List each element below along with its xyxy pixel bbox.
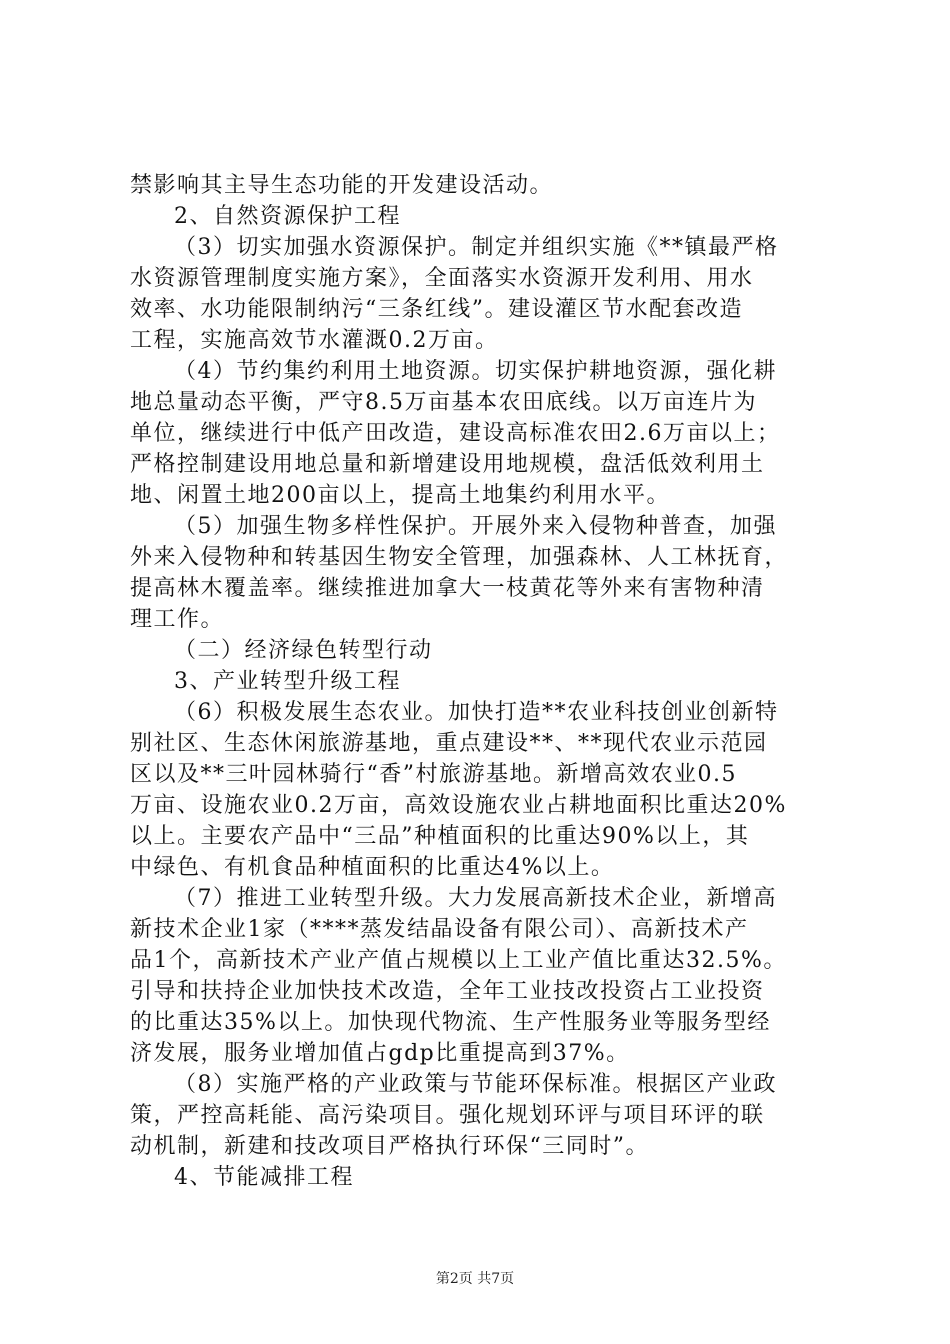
text-line: 3、产业转型升级工程 [174,669,401,694]
text-line: （4）节约集约利用土地资源。切实保护耕地资源，强化耕 [174,359,777,384]
text-line: （6）积极发展生态农业。加快打造**农业科技创业创新特 [174,700,779,725]
page-footer: 第2页 共7页 [435,1271,515,1287]
text-line: 品1个，高新技术产业产值占规模以上工业产值比重达32.5%。 [130,948,787,973]
text-line: 地总量动态平衡，严守8.5万亩基本农田底线。以万亩连片为 [130,390,757,415]
text-line: 济发展，服务业增加值占gdp比重提高到37%。 [130,1041,630,1066]
text-line: 中绿色、有机食品种植面积的比重达4%以上。 [130,855,615,880]
text-line: （二）经济绿色转型行动 [174,638,433,663]
text-line: 的比重达35%以上。加快现代物流、生产性服务业等服务型经 [130,1010,771,1035]
text-line: （7）推进工业转型升级。大力发展高新技术企业，新增高 [174,886,777,911]
text-line: 万亩、设施农业0.2万亩，高效设施农业占耕地面积比重达20% [130,793,787,818]
document-body [130,170,830,1193]
text-line: 以上。主要农产品中“三品”种植面积的比重达90%以上，其 [130,824,750,849]
text-line: （8）实施严格的产业政策与节能环保标准。根据区产业政 [174,1072,777,1097]
text-line: 动机制，新建和技改项目严格执行环保“三同时”。 [130,1134,649,1159]
text-line: 别社区、生态休闲旅游基地，重点建设**、**现代农业示范园 [130,731,768,756]
text-line: （3）切实加强水资源保护。制定并组织实施《**镇最严格 [174,235,779,260]
text-line: 区以及**三叶园林骑行“香”村旅游基地。新增高效农业0.5 [130,762,737,787]
text-line: 效率、水功能限制纳污“三条红线”。建设灌区节水配套改造 [130,297,743,322]
text-line: 单位，继续进行中低产田改造，建设高标准农田2.6万亩以上； [130,421,781,446]
text-line: 水资源管理制度实施方案》，全面落实水资源开发利用、用水 [130,266,754,291]
text-line: 外来入侵物种和转基因生物安全管理，加强森林、人工林抚育， [130,545,789,570]
text-line: 新技术企业1家（****蒸发结晶设备有限公司）、高新技术产 [130,917,749,942]
text-line: 2、自然资源保护工程 [174,204,401,229]
text-line: 严格控制建设用地总量和新增建设用地规模，盘活低效利用土 [130,452,765,477]
text-line: 禁影响其主导生态功能的开发建设活动。 [130,173,554,198]
text-line: 工程，实施高效节水灌溉0.2万亩。 [130,328,499,353]
text-line: 理工作。 [130,607,225,632]
text-line: 4、节能减排工程 [174,1165,354,1190]
text-line: 提高林木覆盖率。继续推进加拿大一枝黄花等外来有害物种清 [130,576,765,601]
text-line: （5）加强生物多样性保护。开展外来入侵物种普查，加强 [174,514,777,539]
text-line: 策，严控高耗能、高污染项目。强化规划环评与项目环评的联 [130,1103,765,1128]
text-line: 地、闲置土地200亩以上，提高土地集约利用水平。 [130,483,670,508]
text-line: 引导和扶持企业加快技术改造，全年工业技改投资占工业投资 [130,979,765,1004]
